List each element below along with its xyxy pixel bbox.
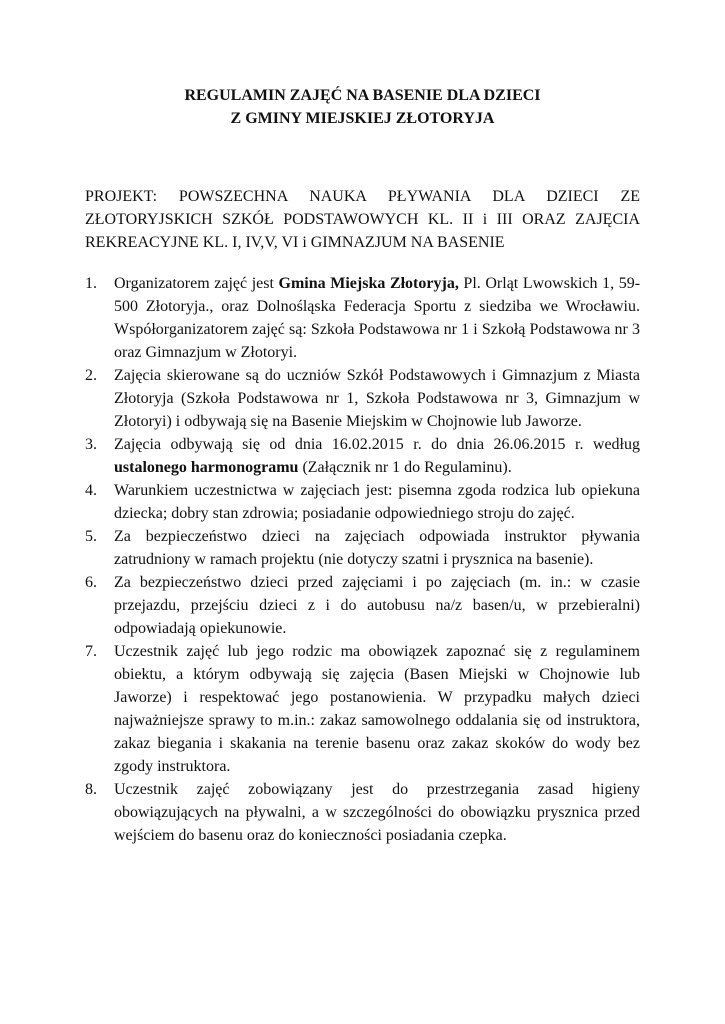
rules-list: [85, 272, 640, 847]
title-line-2: Z GMINY MIEJSKIEJ ZŁOTORYJA: [230, 110, 495, 127]
rule-item-8: [85, 778, 640, 847]
rule-item-4: [85, 479, 640, 525]
rule-text: Za bezpieczeństwo dzieci przed zajęciami i po zajęciach (m. in.: w czasie przejazdu, przejściu dzieci z i do autobusu na/z basen/u, w przebieralni) odpowiadają opiekunowie.: [114, 574, 640, 637]
rule-number: 3.: [85, 436, 97, 453]
title-line-1: REGULAMIN ZAJĘĆ NA BASENIE DLA DZIECI: [184, 87, 541, 104]
rule-number: 7.: [85, 643, 97, 660]
rule-bold-text: Gmina Miejska Złotoryja,: [278, 275, 459, 292]
rule-item-6: [85, 571, 640, 640]
rule-text: Zajęcia odbywają się od dnia 16.02.2015 r. do dnia 26.06.2015 r. według: [114, 436, 640, 453]
rule-text: Za bezpieczeństwo dzieci na zajęciach odpowiada instruktor pływania zatrudniony w ramach projektu (nie dotyczy szatni i prysznica na basenie).: [114, 528, 640, 568]
rule-text: Warunkiem uczestnictwa w zajęciach jest: pisemna zgoda rodzica lub opiekuna dziecka; dobry stan zdrowia; posiadanie odpowiedniego stroju do zajęć.: [114, 482, 640, 522]
rule-number: 8.: [85, 781, 97, 798]
rule-item-3: [85, 433, 640, 479]
rule-number: 4.: [85, 482, 97, 499]
rule-text: Organizatorem zajęć jest: [114, 275, 279, 292]
rule-text: (Załącznik nr 1 do Regulaminu).: [298, 459, 512, 476]
rule-item-2: [85, 364, 640, 433]
rule-bold-text: ustalonego harmonogramu: [114, 459, 299, 476]
project-heading: PROJEKT: POWSZECHNA NAUKA PŁYWANIA DLA DZIECI ZE ZŁOTORYJSKICH SZKÓŁ PODSTAWOWYCH KL. II i III ORAZ ZAJĘCIA REKREACYJNE KL. I, IV,V, VI i GIMNAZJUM NA BASENIE: [85, 188, 640, 251]
rule-text: Uczestnik zajęć lub jego rodzic ma obowiązek zapoznać się z regulaminem obiektu, a którym odbywają się zajęcia (Basen Miejski w Chojnowie lub Jaworze) i respektować jego postanowienia. W przypadku małych dzieci najważniejsze sprawy to m.in.: zakaz samowolnego oddalania się od instruktora, zakaz biegania i skakania na terenie basenu oraz zakaz skoków do wody bez zgody instruktora.: [114, 643, 640, 775]
rule-item-1: [85, 272, 640, 364]
rule-number: 6.: [85, 574, 97, 591]
rule-number: 5.: [85, 528, 97, 545]
document-title: [85, 84, 640, 130]
rule-text: Uczestnik zajęć zobowiązany jest do przestrzegania zasad higieny obowiązujących na pływalni, a w szczególności do obowiązku prysznica przed wejściem do basenu oraz do konieczności posiadania czepka.: [114, 781, 640, 844]
rule-number: 1.: [85, 275, 97, 292]
rule-item-7: [85, 640, 640, 778]
rule-text: Pl. Orląt Lwowskich 1, 59-500 Złotoryja., oraz Dolnośląska Federacja Sportu z siedziba we Wrocławiu. Współorganizatorem zajęć są: Szkoła Podstawowa nr 1 i Szkołą Podstawowa nr 3 oraz Gimnazjum w Złotoryi.: [114, 275, 641, 361]
rule-item-5: [85, 525, 640, 571]
rule-text: Zajęcia skierowane są do uczniów Szkół Podstawowych i Gimnazjum z Miasta Złotoryja (Szkoła Podstawowa nr 1, Szkoła Podstawowa nr 3, Gimnazjum w Złotoryi) i odbywają się na Basenie Miejskim w Chojnowie lub Jaworze.: [114, 367, 640, 430]
rule-number: 2.: [85, 367, 97, 384]
